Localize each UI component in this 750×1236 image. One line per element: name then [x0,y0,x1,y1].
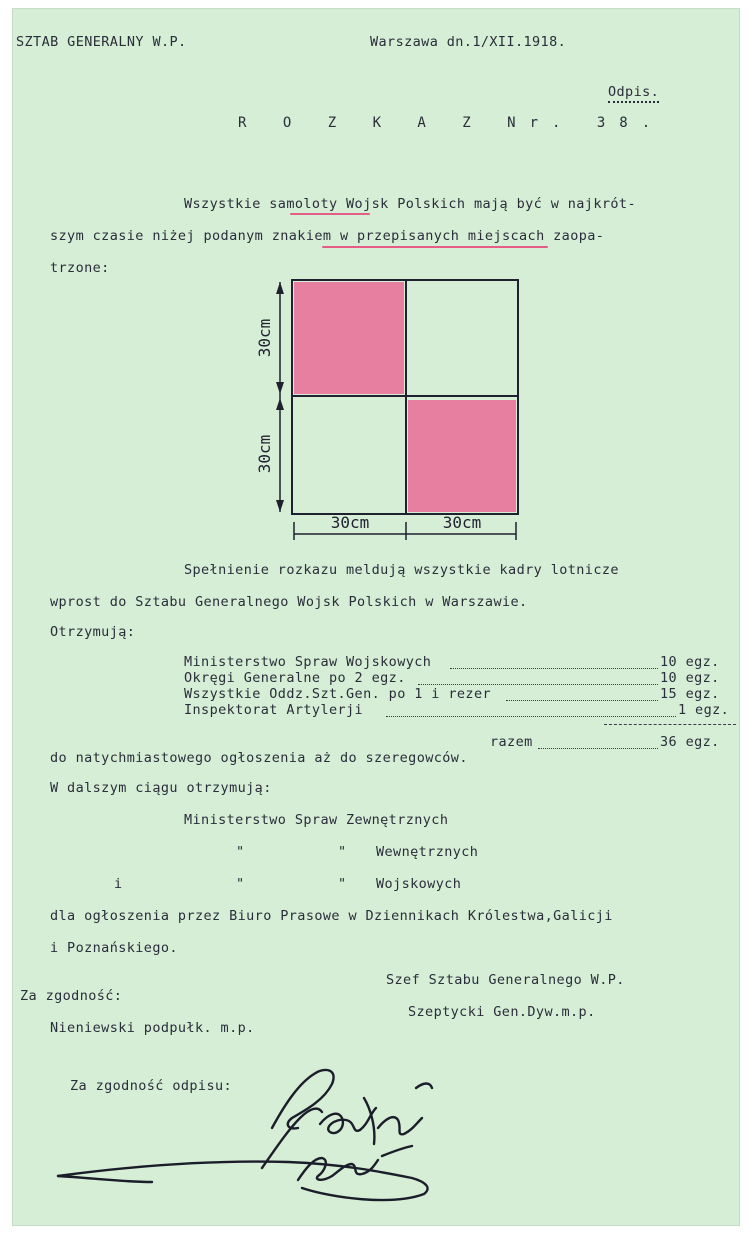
red-square-bottom-right [408,400,516,512]
ditto-mark: " [338,844,347,860]
sum-separator-line [604,724,736,725]
execution-line-1: Spełnienie rozkazu meldują wszystkie kadry lotnicze [184,562,619,578]
conformity-name: Nieniewski podpułk. m.p. [50,1020,255,1036]
recipient-count: 10 egz. [660,654,720,670]
recipient-name: Okręgi Generalne po 2 egz. [184,670,406,686]
recipient-name: Ministerstwo Spraw Wojskowych [184,654,432,670]
checkerboard-figure [240,272,540,550]
chief-name: Szeptycki Gen.Dyw.m.p. [408,1004,596,1020]
further-recipient-3: Wojskowych [376,876,462,892]
dimension-label-horizontal-1: 30cm [330,513,370,532]
document-page [12,8,740,1226]
total-label: razem [490,734,533,750]
conformity-label: Za zgodność: [20,988,123,1004]
arrow-icon [276,500,284,512]
leader-dots [506,700,658,701]
further-recipient-2: Wewnętrznych [376,844,479,860]
header-date: Warszawa dn.1/XII.1918. [370,34,567,50]
signature-stroke [416,1084,432,1089]
signature-stroke [382,1146,412,1156]
signature-stroke [364,1098,374,1144]
body-line-3: trzone: [50,260,110,276]
recipient-count: 1 egz. [678,702,730,718]
leader-dots [450,668,658,669]
arrow-icon [276,382,284,394]
recipient-name: Wszystkie Oddz.Szt.Gen. po 1 i rezer [184,686,491,702]
leader-dots [418,684,658,685]
dimension-label-horizontal-2: 30cm [442,513,482,532]
header-staff: SZTAB GENERALNY W.P. [16,34,187,50]
body-line-2: szym czasie niżej podanym znakiem w przepisanych miejscach zaopa- [50,228,605,244]
body-line-1: Wszystkie samoloty Wojsk Polskich mają być w najkrót- [184,196,636,212]
dimension-label-vertical-1: 30cm [255,318,274,358]
arrow-icon [276,398,284,410]
red-square-top-left [294,282,404,394]
dimension-label-vertical-2: 30cm [255,434,274,474]
ditto-mark: " [236,844,245,860]
handwritten-signature [52,1048,472,1208]
leader-dots [538,748,658,749]
further-label: W dalszym ciągu otrzymują: [50,780,272,796]
recipient-count: 15 egz. [660,686,720,702]
conjunction-and: i [114,876,123,892]
copy-conformity-label: Za zgodność odpisu: [70,1078,233,1094]
signature-stroke [378,1117,422,1134]
signature-stroke [320,1108,376,1133]
signature-stroke [58,1176,152,1182]
recipient-name: Inspektorat Artylerji [184,702,364,718]
recipients-label: Otrzymują: [50,624,136,640]
header-copy-label: Odpis. [608,86,659,103]
total-count: 36 egz. [660,734,720,750]
ditto-mark: " [338,876,347,892]
recipient-count: 10 egz. [660,670,720,686]
highlight-underline [322,246,548,248]
further-recipient-1: Ministerstwo Spraw Zewnętrznych [184,812,449,828]
press-line-2: i Poznańskiego. [50,940,178,956]
arrow-icon [276,282,284,294]
chief-title: Szef Sztabu Generalnego W.P. [386,972,625,988]
leader-dots [386,716,676,717]
press-line-1: dla ogłoszenia przez Biuro Prasowe w Dziennikach Królestwa,Galicji [50,908,613,924]
execution-line-2: wprost do Sztabu Generalnego Wojsk Polskich w Warszawie. [50,594,528,610]
announce-line: do natychmiastowego ogłoszenia aż do szeregowców. [50,750,468,766]
ditto-mark: " [236,876,245,892]
order-title: R O Z K A Z Nr. 38. [238,115,665,131]
highlight-underline [290,213,370,215]
